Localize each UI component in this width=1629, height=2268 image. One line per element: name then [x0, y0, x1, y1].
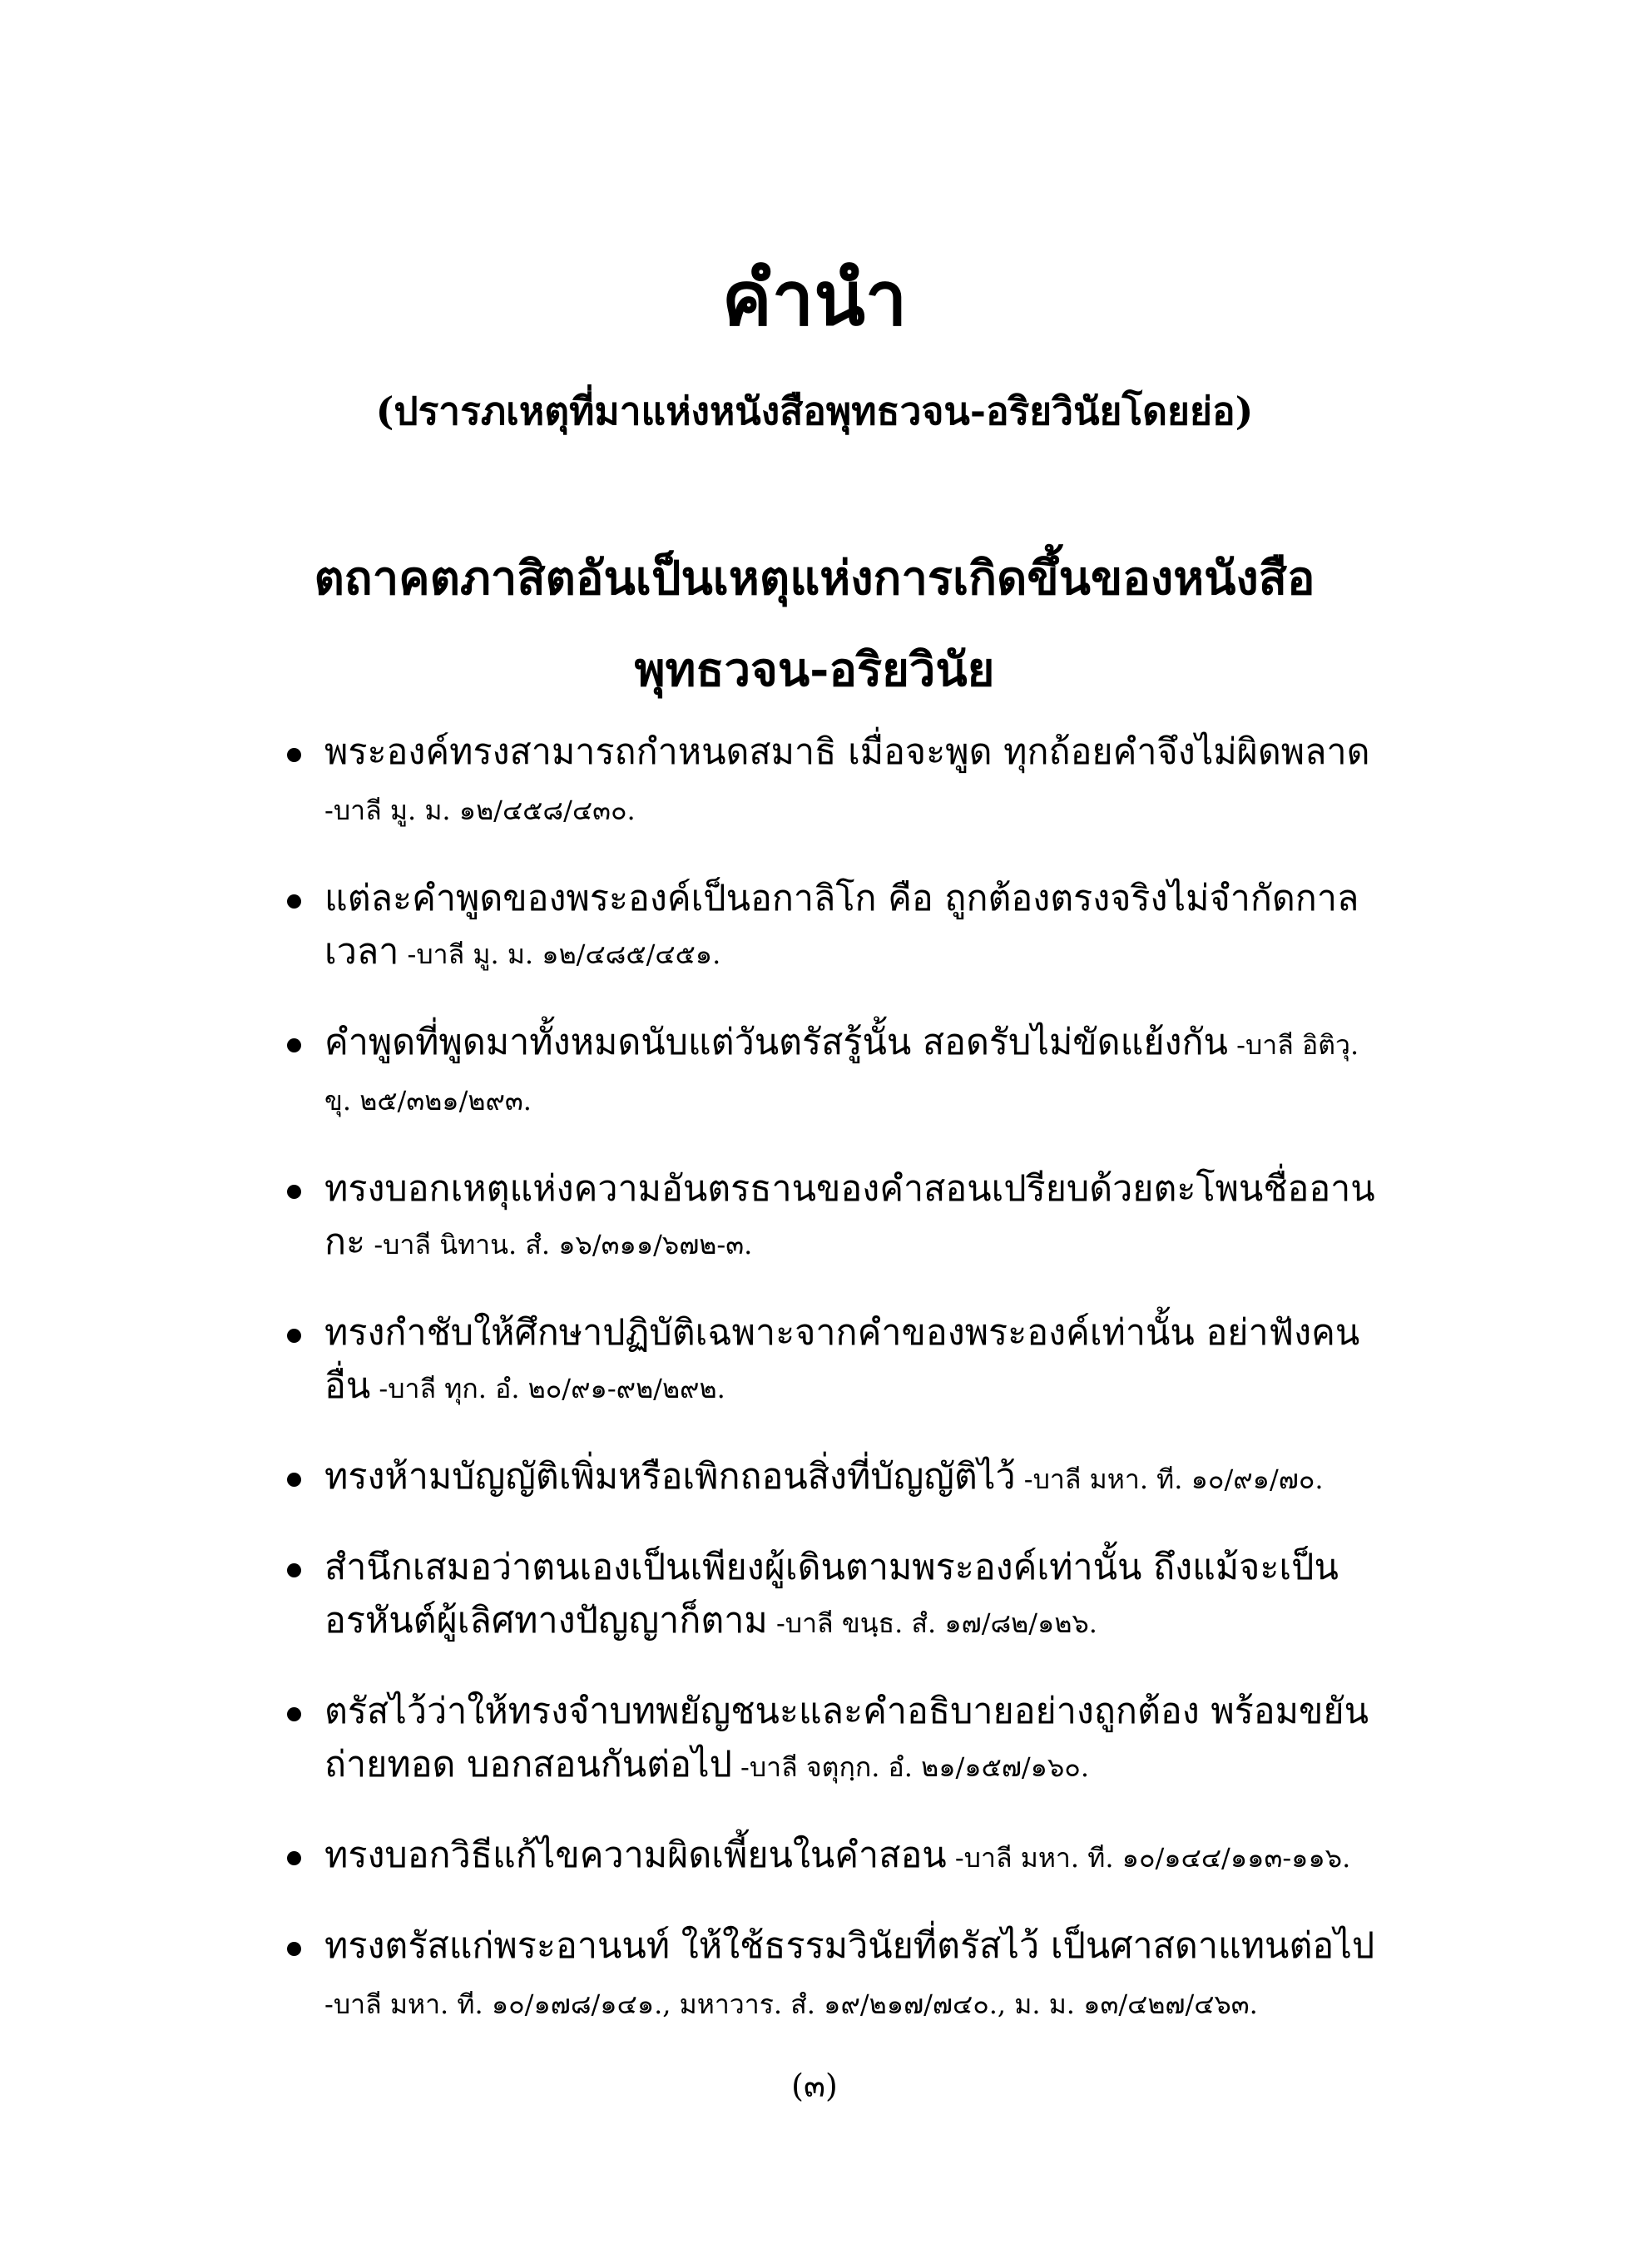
list-item-reference: -บาลี มู. ม. ๑๒/๔๘๕/๔๕๑. [399, 938, 721, 970]
list-item-text: ทรงห้ามบัญญัติเพิ่มหรือเพิกถอนสิ่งที่บัญญัติไว้ [324, 1456, 1016, 1498]
list-item-text: ทรงบอกเหตุแห่งความอันตรธานของคำสอนเปรียบด้วยตะโพนชื่ออานกะ [324, 1168, 1375, 1263]
list-item-reference: -บาลี นิทาน. สํ. ๑๖/๓๑๑/๖๗๒-๓. [365, 1229, 753, 1260]
section-heading-line-2: พุทธวจน-อริยวินัย [634, 642, 995, 697]
list-item-reference: -บาลี อิติวุ. ขุ. ๒๕/๓๒๑/๒๙๓. [324, 1029, 1359, 1117]
bullet-dot-icon [287, 894, 301, 909]
list-item [287, 1162, 1389, 1271]
bullet-dot-icon [287, 1707, 301, 1721]
list-item-text: สำนึกเสมอว่าตนเองเป็นเพียงผู้เดินตามพระองค์เท่านั้น ถึงแม้จะเป็นอรหันต์ผู้เลิศทางปัญญาก็ตาม [324, 1547, 1339, 1642]
list-item [287, 725, 1389, 837]
list-item-text: คำพูดที่พูดมาทั้งหมดนับแต่วันตรัสรู้นั้น สอดรับไม่ขัดแย้งกัน [324, 1022, 1228, 1063]
list-item [287, 1829, 1389, 1884]
list-item [287, 872, 1389, 981]
section-heading-line-1: ตถาคตภาสิตอันเป็นเหตุแห่งการเกิดขึ้นของหนังสือ [314, 551, 1315, 606]
list-item-reference: -บาลี มหา. ที. ๑๐/๑๔๔/๑๑๓-๑๑๖. [946, 1842, 1351, 1874]
bullet-dot-icon [287, 1942, 301, 1956]
list-item [287, 1306, 1389, 1415]
list-item [287, 1685, 1389, 1794]
list-item-text: ทรงบอกวิธีแก้ไขความผิดเพี้ยนในคำสอน [324, 1835, 947, 1876]
bullet-dot-icon [287, 1329, 301, 1343]
list-item-reference: -บาลี มู. ม. ๑๒/๔๕๘/๔๓๐. [324, 795, 636, 826]
list-item [287, 1016, 1389, 1127]
bullet-dot-icon [287, 748, 301, 762]
bullet-dot-icon [287, 1038, 301, 1052]
list-item-text: ทรงตรัสแก่พระอานนท์ ให้ใช้ธรรมวินัยที่ตรัสไว้ เป็นศาสดาแทนต่อไป [324, 1925, 1375, 1967]
list-item-reference: -บาลี ขนฺธ. สํ. ๑๗/๘๒/๑๒๖. [767, 1607, 1097, 1639]
list-item-text: พระองค์ทรงสามารถกำหนดสมาธิ เมื่อจะพูด ทุกถ้อยคำจึงไม่ผิดพลาด [324, 731, 1370, 773]
list-item [287, 1541, 1389, 1650]
bullet-dot-icon [287, 1851, 301, 1865]
section-heading [0, 532, 1629, 716]
list-item-text: แต่ละคำพูดของพระองค์เป็นอกาลิโก คือ ถูกต้องตรงจริงไม่จำกัดกาลเวลา [324, 878, 1359, 973]
list-item-reference: -บาลี ทุก. อํ. ๒๐/๙๑-๙๒/๒๙๒. [370, 1373, 725, 1404]
page-title: คำนำ [721, 255, 908, 343]
list-item-text: ตรัสไว้ว่าให้ทรงจำบทพยัญชนะและคำอธิบายอย่างถูกต้อง พร้อมขยันถ่ายทอด บอกสอนกันต่อไป [324, 1691, 1369, 1785]
list-item [287, 1919, 1389, 2031]
bullet-dot-icon [287, 1473, 301, 1487]
list-item-reference: -บาลี จตุกฺก. อํ. ๒๑/๑๕๗/๑๖๐. [731, 1751, 1089, 1783]
list-item-reference: -บาลี มหา. ที. ๑๐/๙๑/๗๐. [1015, 1463, 1324, 1495]
page-subtitle: (ปรารภเหตุที่มาแห่งหนังสือพุทธวจน-อริยวินัยโดยย่อ) [375, 389, 1254, 433]
list-item-text: ทรงกำชับให้ศึกษาปฏิบัติเฉพาะจากคำของพระองค์เท่านั้น อย่าฟังคนอื่น [324, 1312, 1360, 1407]
page-number: (๓) [791, 2067, 838, 2104]
bullet-list [287, 725, 1389, 2066]
bullet-dot-icon [287, 1563, 301, 1577]
list-item [287, 1450, 1389, 1506]
bullet-dot-icon [287, 1185, 301, 1199]
list-item-reference: -บาลี มหา. ที. ๑๐/๑๗๘/๑๔๑., มหาวาร. สํ. ๑๙/๒๑๗/๗๔๐., ม. ม. ๑๓/๔๒๗/๔๖๓. [324, 1988, 1258, 2020]
